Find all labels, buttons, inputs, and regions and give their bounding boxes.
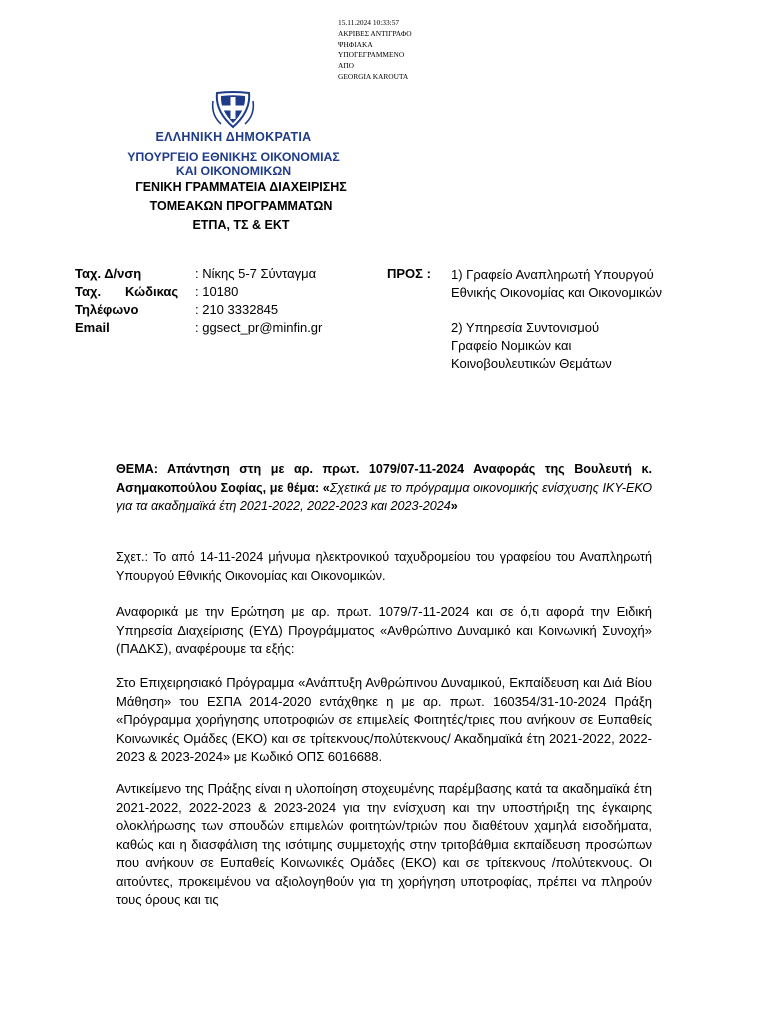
phone-label: Τηλέφωνο bbox=[75, 302, 139, 317]
greek-emblem-icon bbox=[211, 91, 255, 129]
ministry-line: ΚΑΙ ΟΙΚΟΝΟΜΙΚΩΝ bbox=[175, 164, 292, 178]
secretariat-line: ΓΕΝΙΚΗ ΓΡΑΜΜΑΤΕΙΑ ΔΙΑΧΕΙΡΙΣΗΣ bbox=[135, 180, 347, 194]
address-label: Ταχ. Δ/νση bbox=[75, 266, 142, 281]
subject-end: » bbox=[450, 499, 458, 513]
ministry-name bbox=[110, 150, 357, 178]
recipient-2 bbox=[451, 319, 612, 373]
recipient-line: 2) Υπηρεσία Συντονισμού bbox=[451, 320, 600, 335]
phone-value: : 210 3332845 bbox=[195, 302, 279, 317]
zip-label-1: Ταχ. bbox=[75, 284, 102, 299]
subject-paragraph bbox=[116, 460, 652, 516]
signature-line: GEORGIA KAROUTA bbox=[338, 71, 409, 81]
signature-line: 15.11.2024 10:33:57 bbox=[338, 18, 400, 27]
signature-line: ΥΠΟΓΕΓΡΑΜΜΕΝΟ bbox=[338, 50, 405, 60]
email-label: Email bbox=[75, 320, 110, 335]
secretariat-name bbox=[106, 178, 376, 235]
secretariat-line: ΤΟΜΕΑΚΩΝ ΠΡΟΓΡΑΜΜΑΤΩΝ bbox=[149, 199, 333, 213]
subject-bold: ΘΕΜΑ: Απάντηση στη με αρ. πρωτ. 1079/07-11-2024 Αναφοράς της Βουλευτή κ. Ασημακοπούλου Σοφίας, με θέμα: « bbox=[116, 462, 652, 495]
recipient-line: Γραφείο Νομικών και bbox=[451, 338, 572, 353]
republic-title: ΕΛΛΗΝΙΚΗ ΔΗΜΟΚΡΑΤΙΑ bbox=[155, 130, 312, 144]
digital-signature-stamp bbox=[338, 18, 412, 83]
subject-italic: Σχετικά με το πρόγραμμα οικονομικής ενίσχυσης ΙΚΥ-ΕΚΟ για τα ακαδημαϊκά έτη 2021-2022, 2022-2023 και 2023-2024 bbox=[116, 480, 652, 513]
recipient-line: Κοινοβουλευτικών Θεμάτων bbox=[451, 356, 612, 371]
address-value: : Νίκης 5-7 Σύνταγμα bbox=[195, 266, 317, 281]
recipient-1 bbox=[451, 266, 662, 302]
ministry-line: ΥΠΟΥΡΓΕΙΟ ΕΘΝΙΚΗΣ ΟΙΚΟΝΟΜΙΑΣ bbox=[127, 150, 340, 164]
body-paragraph-2: Στο Επιχειρησιακό Πρόγραμμα «Ανάπτυξη Ανθρώπινου Δυναμικού, Εκπαίδευση και Διά Βίου Μάθηση» του ΕΣΠΑ 2014-2020 εντάχθηκε η με αρ. πρωτ. 160354/31-10-2024 Πράξη «Πρόγραμμα χορήγησης υποτροφιών σε επιμελείς Φοιτητές/τριες που ανήκουν σε Ευπαθείς Κοινωνικές Ομάδες (ΕΚΟ) και σε τρίτεκνους/πολύτεκνους/ Ακαδημαϊκά έτη 2021-2022, 2022-2023 & 2023-2024» με Κωδικό ΟΠΣ 6016688. bbox=[116, 675, 652, 764]
zip-label-2: Κώδικας bbox=[125, 284, 179, 299]
signature-line: ΑΚΡΙΒΕΣ ΑΝΤΙΓΡΑΦΟ bbox=[338, 28, 412, 38]
reference-paragraph: Σχετ.: Το από 14-11-2024 μήνυμα ηλεκτρονικού ταχυδρομείου του γραφείου του Αναπληρωτή Υπουργού Εθνικής Οικονομίας και Οικονομικών. bbox=[116, 550, 652, 583]
signature-line: ΨΗΦΙΑΚΑ bbox=[338, 39, 373, 49]
body-paragraph-1: Αναφορικά με την Ερώτηση με αρ. πρωτ. 1079/7-11-2024 και σε ό,τι αφορά την Ειδική Υπηρεσία Διαχείρισης (ΕΥΔ) Προγράμματος «Ανθρώπινο Δυναμικό και Κοινωνική Συνοχή» (ΠΑΔΚΣ), αναφέρουμε τα εξής: bbox=[116, 604, 652, 656]
zip-value: : 10180 bbox=[195, 284, 239, 299]
recipients-label: ΠΡΟΣ : bbox=[387, 266, 431, 281]
email-value: : ggsect_pr@minfin.gr bbox=[195, 320, 323, 335]
signature-line: ΑΠΟ bbox=[338, 61, 355, 71]
body-paragraph-3: Αντικείμενο της Πράξης είναι η υλοποίηση στοχευμένης παρέμβασης κατά τα ακαδημαϊκά έτη 2021-2022, 2022-2023 & 2023-2024 για την ενίσχυση και την υποστήριξη της έγκαιρης ολοκλήρωσης των σπουδών επιμελών φοιτητών/τριών που διαθέτουν χαμηλά εισοδήματα, καθώς και η διασφάλιση της ισότιμης συμμετοχής στην τριτοβάθμια εκπαίδευση προσώπων που ανήκουν σε Ευπαθείς Κοινωνικές Ομάδες (ΕΚΟ) και σε τρίτεκνους /πολύτεκνους. Οι αιτούντες, προκειμένου να αξιολογηθούν για τη χορήγηση υποτροφίας, πρέπει να πληρούν τους όρους και τις bbox=[116, 781, 652, 907]
recipient-line: Εθνικής Οικονομίας και Οικονομικών bbox=[451, 285, 662, 300]
secretariat-line: ΕΤΠΑ, ΤΣ & ΕΚΤ bbox=[192, 218, 290, 232]
recipient-line: 1) Γραφείο Αναπληρωτή Υπουργού bbox=[451, 267, 654, 282]
